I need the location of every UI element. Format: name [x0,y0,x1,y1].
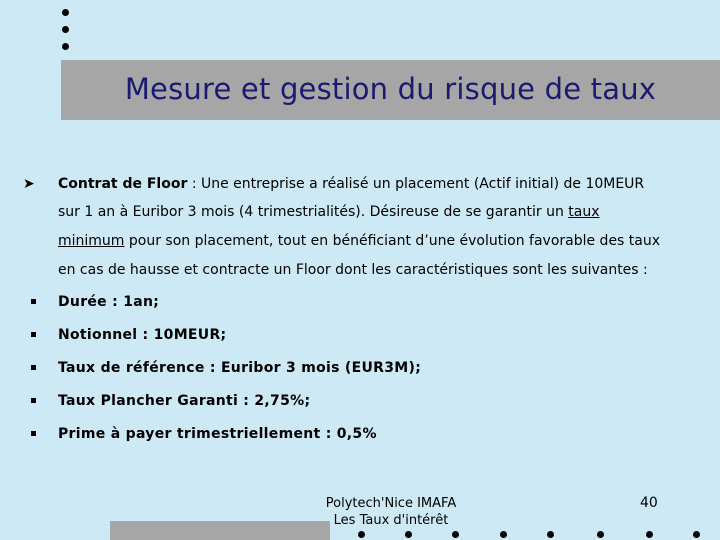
body-line-1 [58,175,644,193]
spec-item: Durée : 1an; [58,294,160,310]
title-band [61,60,720,120]
underlined-text: minimum [58,233,125,249]
footer-line-1: Polytech'Nice IMAFA [325,496,457,511]
decorative-dot [62,9,69,16]
body-text: : Une entreprise a réalisé un placement (Actif initial) de 10MEUR [187,176,645,192]
spec-item: Taux de référence : Euribor 3 mois (EUR3M); [58,360,422,376]
spec-item: Taux Plancher Garanti : 2,75%; [58,393,311,409]
square-bullet-icon [31,431,36,436]
footer-bar [110,521,330,540]
footer-line-2: Les Taux d'intérêt [333,513,449,528]
square-bullet-icon [31,365,36,370]
footer [300,495,482,529]
decorative-dot [500,531,507,538]
spec-item: Prime à payer trimestriellement : 0,5% [58,426,377,442]
contract-label: Contrat de Floor [58,176,188,192]
body-text: sur 1 an à Euribor 3 mois (4 trimestrialités). Désireuse de se garantir un [58,204,569,220]
decorative-dot [62,26,69,33]
decorative-dot [62,43,69,50]
decorative-dot [358,531,365,538]
decorative-dot [693,531,700,538]
square-bullet-icon [31,398,36,403]
square-bullet-icon [31,299,36,304]
body-text: pour son placement, tout en bénéficiant d’une évolution favorable des taux [124,233,661,249]
body-line-2 [58,203,600,221]
underlined-text: taux [568,204,600,220]
spec-item: Notionnel : 10MEUR; [58,327,227,343]
decorative-dot [597,531,604,538]
page-number: 40 [640,495,658,511]
body-text: en cas de hausse et contracte un Floor dont les caractéristiques sont les suivantes : [58,262,648,278]
body-line-3 [58,232,660,250]
decorative-dot [547,531,554,538]
square-bullet-icon [31,332,36,337]
slide-title: Mesure et gestion du risque de taux [124,72,657,106]
decorative-dot [646,531,653,538]
decorative-dot [452,531,459,538]
arrow-bullet-icon: ➤ [23,176,35,192]
body-line-4 [58,261,648,279]
decorative-dot [405,531,412,538]
